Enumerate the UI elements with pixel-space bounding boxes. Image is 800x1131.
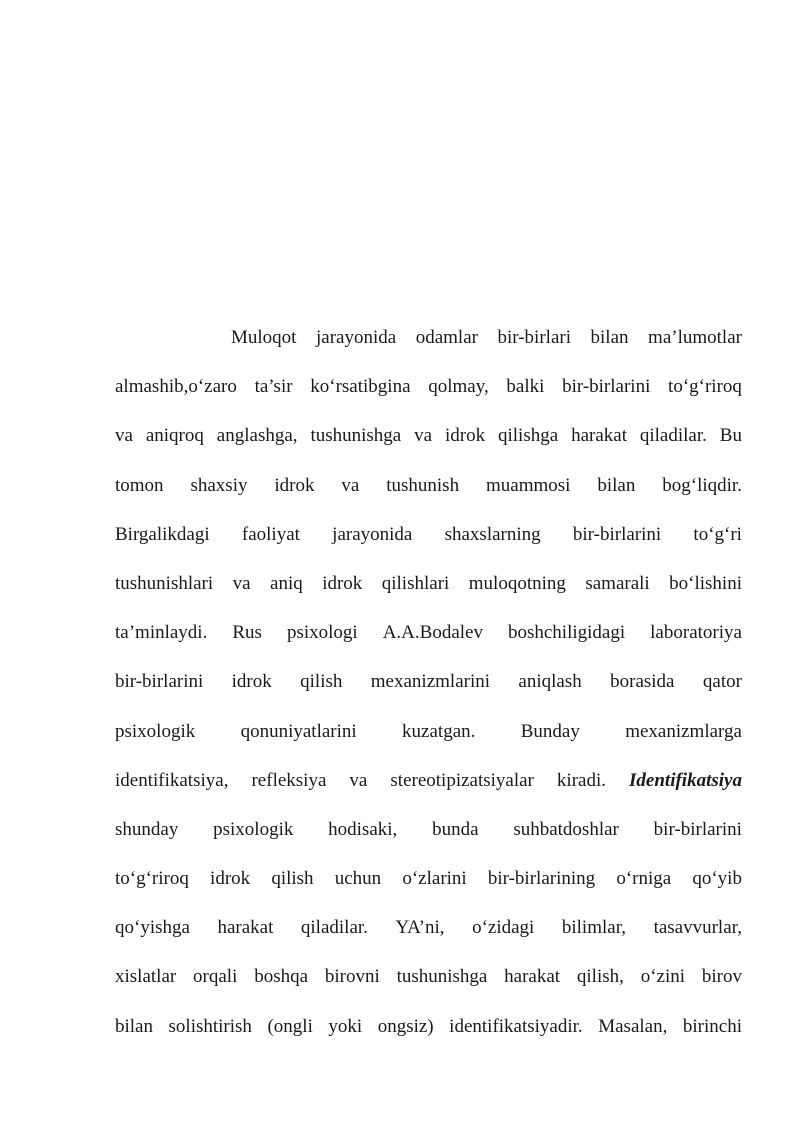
text-line [115,712,742,761]
word: qo‘yib [692,868,742,890]
word: balki [506,376,545,398]
word: o‘zlarini [402,868,467,890]
word: qiladilar. [300,917,368,939]
word: qonuniyatlarini [240,720,357,742]
word: (ongli [267,1015,313,1037]
word: anglashga, [216,425,298,447]
word: shaxsiy [190,474,248,496]
word: o‘zini [640,966,686,988]
word: idrok [444,425,486,447]
text-line [115,859,742,908]
word: uchun [334,868,382,890]
word: harakat [571,425,627,447]
word: muloqotning [468,572,566,594]
word: Rus [232,622,262,644]
word: bilan [590,327,629,348]
word: kuzatgan. [402,720,476,742]
emphasized-term: Identifikatsiya [629,769,742,791]
word: birinchi [682,1015,742,1037]
word: ma’lumotlar [648,327,742,348]
word: psixologik [115,720,196,742]
word: xislatlar [115,966,177,988]
word: va [341,474,360,496]
word: mexanizmlarga [625,720,742,742]
word: tasavvurlar, [653,917,742,939]
word: YA’ni, [395,917,445,939]
word: bog‘liqdir. [662,474,742,496]
word: boshchiligidagi [507,622,626,644]
word: almashib,o‘zaro [115,376,237,398]
word: boshqa [254,966,309,988]
text-line [115,957,742,1006]
word: jarayonida [315,327,397,348]
word: va [115,425,133,447]
word: bilan [597,474,636,496]
word: yoki [328,1015,363,1037]
word: bir-birlarini [572,523,662,545]
word: Masalan, [598,1015,668,1037]
word: bilimlar, [561,917,627,939]
word: qator [702,671,742,693]
word: orqali [193,966,238,988]
word: o‘rniga [616,868,672,890]
word: va [349,769,368,791]
word: aniq [270,572,303,594]
word: identifikatsiya, [115,769,229,791]
word: o‘zidagi [472,917,535,939]
word: idrok [274,474,315,496]
word: qilish, [576,966,624,988]
word: bo‘lishini [669,572,742,594]
word: idrok [231,671,272,693]
word: qolmay, [428,376,489,398]
word: suhbatdoshlar [513,818,619,840]
word: aniqlash [518,671,582,693]
text-line [115,1007,742,1056]
text-line [115,416,742,465]
word: stereotipizatsiyalar [390,769,534,791]
word: qilish [271,868,314,890]
word: ongsiz) [377,1015,434,1037]
word: psixologi [286,622,358,644]
word: to‘g‘ri [693,523,742,545]
text-line [115,367,742,416]
word: harakat [217,917,274,939]
text-line [115,613,742,662]
word: Birgalikdagi [115,523,210,545]
word: tushunishga [310,425,402,447]
word: jarayonida [332,523,413,545]
text-line [115,564,742,613]
word: tushunish [386,474,460,496]
word: shunday [115,818,179,840]
word: Bu [719,425,742,447]
word: A.A.Bodalev [382,622,483,644]
word: qilishlari [381,572,450,594]
word: bir-birlarining [487,868,596,890]
text-line [115,466,742,515]
word: faoliyat [241,523,300,545]
text-line [115,810,742,859]
word: odamlar [415,327,478,348]
word: ta’sir [254,376,293,398]
text-line [115,908,742,957]
word: bir-birlarini [115,671,204,693]
word: ta’minlaydi. [115,622,208,644]
word: psixologik [213,818,294,840]
word: harakat [504,966,561,988]
word: hodisaki, [328,818,398,840]
text-line [115,515,742,564]
text-line [115,761,742,810]
word: tushunishlari [115,572,214,594]
word: Muloqot [231,327,297,348]
word: idrok [322,572,363,594]
word: bir-birlarini [653,818,742,840]
word: va [414,425,433,447]
word: identifikatsiyadir. [449,1015,583,1037]
word: qiladilar. [639,425,707,447]
word: Bunday [520,720,580,742]
word: idrok [210,868,251,890]
text-line [115,318,742,367]
word: mexanizmlarini [370,671,491,693]
word: qo‘yishga [115,917,190,939]
word: bir-birlarini [562,376,651,398]
word: qilish [300,671,343,693]
word: to‘g‘riroq [668,376,742,398]
word: birovni [324,966,380,988]
word: muammosi [486,474,571,496]
word: kiradi. [556,769,606,791]
word: solishtirish [168,1015,252,1037]
word: tushunishga [396,966,488,988]
word: aniqroq [145,425,204,447]
word: laboratoriya [650,622,742,644]
word: bunda [432,818,479,840]
word: borasida [610,671,675,693]
word: refleksiya [251,769,327,791]
word: bilan [115,1015,153,1037]
word: birov [701,966,742,988]
word: to‘g‘riroq [115,868,189,890]
body-paragraph [115,318,742,1056]
word: bir-birlari [497,327,571,348]
word: samarali [585,572,650,594]
word: shaxslarning [444,523,541,545]
text-line [115,662,742,711]
word: ko‘rsatibgina [310,376,411,398]
word: tomon [115,474,164,496]
word: qilishga [497,425,559,447]
word: va [232,572,251,594]
